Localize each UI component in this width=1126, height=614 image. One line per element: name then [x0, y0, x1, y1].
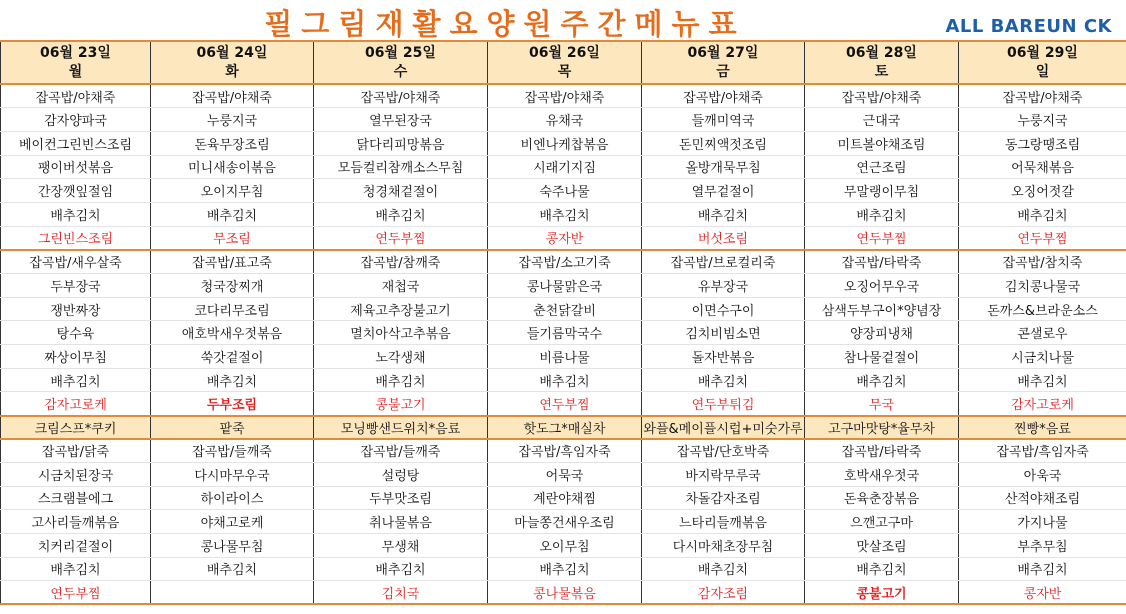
menu-item: 잡곡밥/야채죽 [314, 84, 488, 108]
menu-item: 다시마무우국 [151, 462, 314, 486]
menu-item: 잡곡밥/참치죽 [959, 250, 1126, 274]
menu-item: 취나물볶음 [314, 510, 488, 534]
day-header [488, 41, 642, 84]
dinner-row [1, 439, 1126, 463]
special-item: 연두부찜 [1, 581, 151, 605]
menu-item: 비엔나케찹볶음 [488, 131, 642, 155]
menu-item: 배추김치 [959, 557, 1126, 581]
day-date: 06월 24일 [196, 44, 268, 61]
title-bar [0, 0, 1126, 40]
menu-item: 재첩국 [314, 274, 488, 298]
menu-item: 배추김치 [151, 368, 314, 392]
menu-item: 스크램블에그 [1, 486, 151, 510]
menu-item: 배추김치 [805, 368, 959, 392]
day-date: 06월 28일 [846, 44, 917, 61]
menu-item: 잡곡밥/표고죽 [151, 250, 314, 274]
menu-item: 배추김치 [314, 368, 488, 392]
menu-item: 잡곡밥/야채죽 [1, 84, 151, 108]
menu-item: 모듬컬리참깨소스무침 [314, 155, 488, 179]
dinner-row [1, 557, 1126, 581]
menu-item: 이면수구이 [642, 297, 805, 321]
menu-item: 맛살조림 [805, 533, 959, 557]
breakfast_special-row [1, 226, 1126, 250]
breakfast-row [1, 84, 1126, 108]
menu-item: 근대국 [805, 108, 959, 132]
menu-item: 시금치나물 [959, 345, 1126, 369]
menu-item: 베이컨그린빈스조림 [1, 131, 151, 155]
snack-item: 찐빵*음료 [959, 416, 1126, 439]
menu-item: 잡곡밥/흑임자죽 [959, 439, 1126, 463]
day-date: 06월 23일 [40, 44, 111, 61]
special-item: 콩불고기 [314, 392, 488, 416]
brand-logo: ALL BAREUN CK [945, 16, 1112, 37]
day-header [151, 41, 314, 84]
day-weekday: 금 [716, 63, 730, 80]
weekly-menu-table [0, 40, 1126, 605]
breakfast-row [1, 202, 1126, 226]
menu-item: 두부장국 [1, 274, 151, 298]
lunch-row [1, 250, 1126, 274]
special-item: 두부조림 [151, 392, 314, 416]
menu-item: 멸치아삭고추볶음 [314, 321, 488, 345]
snack-row [1, 416, 1126, 439]
menu-item: 배추김치 [959, 202, 1126, 226]
menu-item: 잡곡밥/참깨죽 [314, 250, 488, 274]
menu-item: 잡곡밥/브로컬리죽 [642, 250, 805, 274]
menu-item: 유채국 [488, 108, 642, 132]
menu-item: 잡곡밥/단호박죽 [642, 439, 805, 463]
special-item: 연두부튀김 [642, 392, 805, 416]
breakfast-row [1, 108, 1126, 132]
breakfast-row [1, 131, 1126, 155]
special-item: 감자고로케 [1, 392, 151, 416]
menu-item: 돌자반볶음 [642, 345, 805, 369]
menu-item: 양장피냉채 [805, 321, 959, 345]
menu-item: 짜상이무침 [1, 345, 151, 369]
menu-item: 배추김치 [642, 202, 805, 226]
menu-item: 코다리무조림 [151, 297, 314, 321]
menu-item: 바지락무루국 [642, 462, 805, 486]
menu-item: 애호박새우젓볶음 [151, 321, 314, 345]
menu-item: 제육고추장불고기 [314, 297, 488, 321]
day-weekday: 목 [557, 63, 572, 80]
menu-item: 콩나물맑은국 [488, 274, 642, 298]
menu-item: 김치비빔소면 [642, 321, 805, 345]
menu-item: 콘샐로우 [959, 321, 1126, 345]
menu-item: 탕수육 [1, 321, 151, 345]
menu-item: 호박새우젓국 [805, 462, 959, 486]
menu-item: 배추김치 [1, 202, 151, 226]
menu-item: 들깨미역국 [642, 108, 805, 132]
menu-item: 유부장국 [642, 274, 805, 298]
menu-item: 잡곡밥/들깨죽 [314, 439, 488, 463]
menu-item: 쑥갓겉절이 [151, 345, 314, 369]
menu-item: 잡곡밥/닭죽 [1, 439, 151, 463]
menu-item: 잡곡밥/흑임자죽 [488, 439, 642, 463]
dinner_special-row [1, 581, 1126, 605]
menu-item: 어묵채볶음 [959, 155, 1126, 179]
menu-item: 으깬고구마 [805, 510, 959, 534]
menu-item: 배추김치 [314, 557, 488, 581]
menu-item: 계란야채찜 [488, 486, 642, 510]
menu-item: 쟁반짜장 [1, 297, 151, 321]
menu-item: 하이라이스 [151, 486, 314, 510]
lunch-row [1, 321, 1126, 345]
special-item: 무조림 [151, 226, 314, 250]
special-item: 연두부찜 [959, 226, 1126, 250]
special-item: 무국 [805, 392, 959, 416]
menu-item: 잡곡밥/타락죽 [805, 439, 959, 463]
dinner-row [1, 533, 1126, 557]
menu-item: 연근조림 [805, 155, 959, 179]
menu-item: 잡곡밥/새우살죽 [1, 250, 151, 274]
menu-item: 오징어젓갈 [959, 179, 1126, 203]
header-row [1, 41, 1126, 84]
day-weekday: 화 [225, 63, 239, 80]
menu-item: 느타리들깨볶음 [642, 510, 805, 534]
menu-item: 시래기지짐 [488, 155, 642, 179]
menu-item: 미트볼야채조림 [805, 131, 959, 155]
menu-item: 배추김치 [805, 557, 959, 581]
menu-item: 배추김치 [805, 202, 959, 226]
breakfast-row [1, 179, 1126, 203]
special-item: 연두부찜 [314, 226, 488, 250]
menu-item: 감자양파국 [1, 108, 151, 132]
menu-item: 아욱국 [959, 462, 1126, 486]
menu-item: 두부맛조림 [314, 486, 488, 510]
menu-item: 팽이버섯볶음 [1, 155, 151, 179]
menu-item: 삼색두부구이*양념장 [805, 297, 959, 321]
menu-item: 오이무침 [488, 533, 642, 557]
menu-item: 올방개묵무침 [642, 155, 805, 179]
menu-item: 잡곡밥/소고기죽 [488, 250, 642, 274]
menu-item: 배추김치 [959, 368, 1126, 392]
menu-item: 동그랑땡조림 [959, 131, 1126, 155]
menu-item: 설렁탕 [314, 462, 488, 486]
menu-item: 야채고로케 [151, 510, 314, 534]
menu-item: 콩나물무침 [151, 533, 314, 557]
menu-item: 청경채겉절이 [314, 179, 488, 203]
day-weekday: 월 [68, 63, 83, 80]
special-item: 감자조림 [642, 581, 805, 605]
day-header [959, 41, 1126, 84]
snack-item: 고구마맛탕*율무차 [805, 416, 959, 439]
special-item: 콩자반 [488, 226, 642, 250]
day-weekday: 수 [393, 63, 408, 80]
special-item: 콩불고기 [805, 581, 959, 605]
page-title: 필그림재활요양원주간메뉴표 [264, 7, 746, 41]
day-weekday: 일 [1035, 63, 1050, 80]
menu-item: 잡곡밥/야채죽 [488, 84, 642, 108]
menu-item: 다시마채초장무침 [642, 533, 805, 557]
special-item [151, 581, 314, 605]
menu-item: 돈육무장조림 [151, 131, 314, 155]
special-item: 연두부찜 [488, 392, 642, 416]
special-item: 버섯조림 [642, 226, 805, 250]
menu-item: 오이지무침 [151, 179, 314, 203]
menu-item: 들기름막국수 [488, 321, 642, 345]
special-item: 콩자반 [959, 581, 1126, 605]
menu-item: 마늘쫑건새우조림 [488, 510, 642, 534]
dinner-row [1, 462, 1126, 486]
day-header [314, 41, 488, 84]
menu-item: 차돌감자조림 [642, 486, 805, 510]
day-weekday: 토 [874, 63, 889, 80]
lunch_special-row [1, 392, 1126, 416]
dinner-row [1, 510, 1126, 534]
menu-item: 무말랭이무침 [805, 179, 959, 203]
day-header [805, 41, 959, 84]
menu-item: 잡곡밥/들깨죽 [151, 439, 314, 463]
special-item: 연두부찜 [805, 226, 959, 250]
lunch-row [1, 345, 1126, 369]
menu-item: 돈민찌액젓조림 [642, 131, 805, 155]
special-item: 김치국 [314, 581, 488, 605]
menu-item: 누룽지국 [151, 108, 314, 132]
snack-item: 팥죽 [151, 416, 314, 439]
day-header [642, 41, 805, 84]
day-date: 06월 25일 [365, 44, 436, 61]
menu-item: 배추김치 [314, 202, 488, 226]
menu-item: 열무된장국 [314, 108, 488, 132]
menu-item: 열무겉절이 [642, 179, 805, 203]
menu-item: 배추김치 [488, 557, 642, 581]
menu-item: 돈육춘장볶음 [805, 486, 959, 510]
menu-item: 춘천닭갈비 [488, 297, 642, 321]
day-date: 06월 27일 [687, 44, 759, 61]
day-header [1, 41, 151, 84]
menu-item: 닭다리피망볶음 [314, 131, 488, 155]
menu-item: 배추김치 [642, 368, 805, 392]
menu-item: 배추김치 [488, 368, 642, 392]
lunch-row [1, 297, 1126, 321]
dinner-row [1, 486, 1126, 510]
snack-item: 모닝빵샌드위치*음료 [314, 416, 488, 439]
menu-item: 잡곡밥/야채죽 [805, 84, 959, 108]
menu-item: 잡곡밥/야채죽 [959, 84, 1126, 108]
menu-item: 잡곡밥/타락죽 [805, 250, 959, 274]
snack-item: 크림스프*쿠키 [1, 416, 151, 439]
menu-item: 배추김치 [1, 557, 151, 581]
day-date: 06월 26일 [529, 44, 600, 61]
breakfast-row [1, 155, 1126, 179]
menu-item: 치커리겉절이 [1, 533, 151, 557]
menu-item: 숙주나물 [488, 179, 642, 203]
special-item: 콩나물볶음 [488, 581, 642, 605]
special-item: 감자고로케 [959, 392, 1126, 416]
menu-item: 잡곡밥/야채죽 [151, 84, 314, 108]
day-date: 06월 29일 [1007, 44, 1078, 61]
special-item: 그린빈스조림 [1, 226, 151, 250]
menu-item: 잡곡밥/야채죽 [642, 84, 805, 108]
menu-item: 돈까스&브라운소스 [959, 297, 1126, 321]
menu-item: 산적야채조림 [959, 486, 1126, 510]
menu-item: 참나물겉절이 [805, 345, 959, 369]
menu-item: 비름나물 [488, 345, 642, 369]
lunch-row [1, 368, 1126, 392]
menu-item: 김치콩나물국 [959, 274, 1126, 298]
menu-item: 배추김치 [1, 368, 151, 392]
menu-item: 무생채 [314, 533, 488, 557]
lunch-row [1, 274, 1126, 298]
menu-item: 누룽지국 [959, 108, 1126, 132]
menu-item: 배추김치 [488, 202, 642, 226]
menu-item: 오징어무우국 [805, 274, 959, 298]
menu-item: 시금치된장국 [1, 462, 151, 486]
menu-item: 부추무침 [959, 533, 1126, 557]
menu-item: 미니새송이볶음 [151, 155, 314, 179]
snack-item: 핫도그*매실차 [488, 416, 642, 439]
menu-item: 가지나물 [959, 510, 1126, 534]
menu-item: 간장깻잎절임 [1, 179, 151, 203]
menu-item: 고사리들깨볶음 [1, 510, 151, 534]
menu-item: 배추김치 [151, 557, 314, 581]
menu-item: 청국장찌개 [151, 274, 314, 298]
menu-item: 배추김치 [642, 557, 805, 581]
menu-item: 노각생채 [314, 345, 488, 369]
menu-item: 어묵국 [488, 462, 642, 486]
snack-item: 와플&메이플시럽+미숫가루 [642, 416, 805, 439]
menu-item: 배추김치 [151, 202, 314, 226]
